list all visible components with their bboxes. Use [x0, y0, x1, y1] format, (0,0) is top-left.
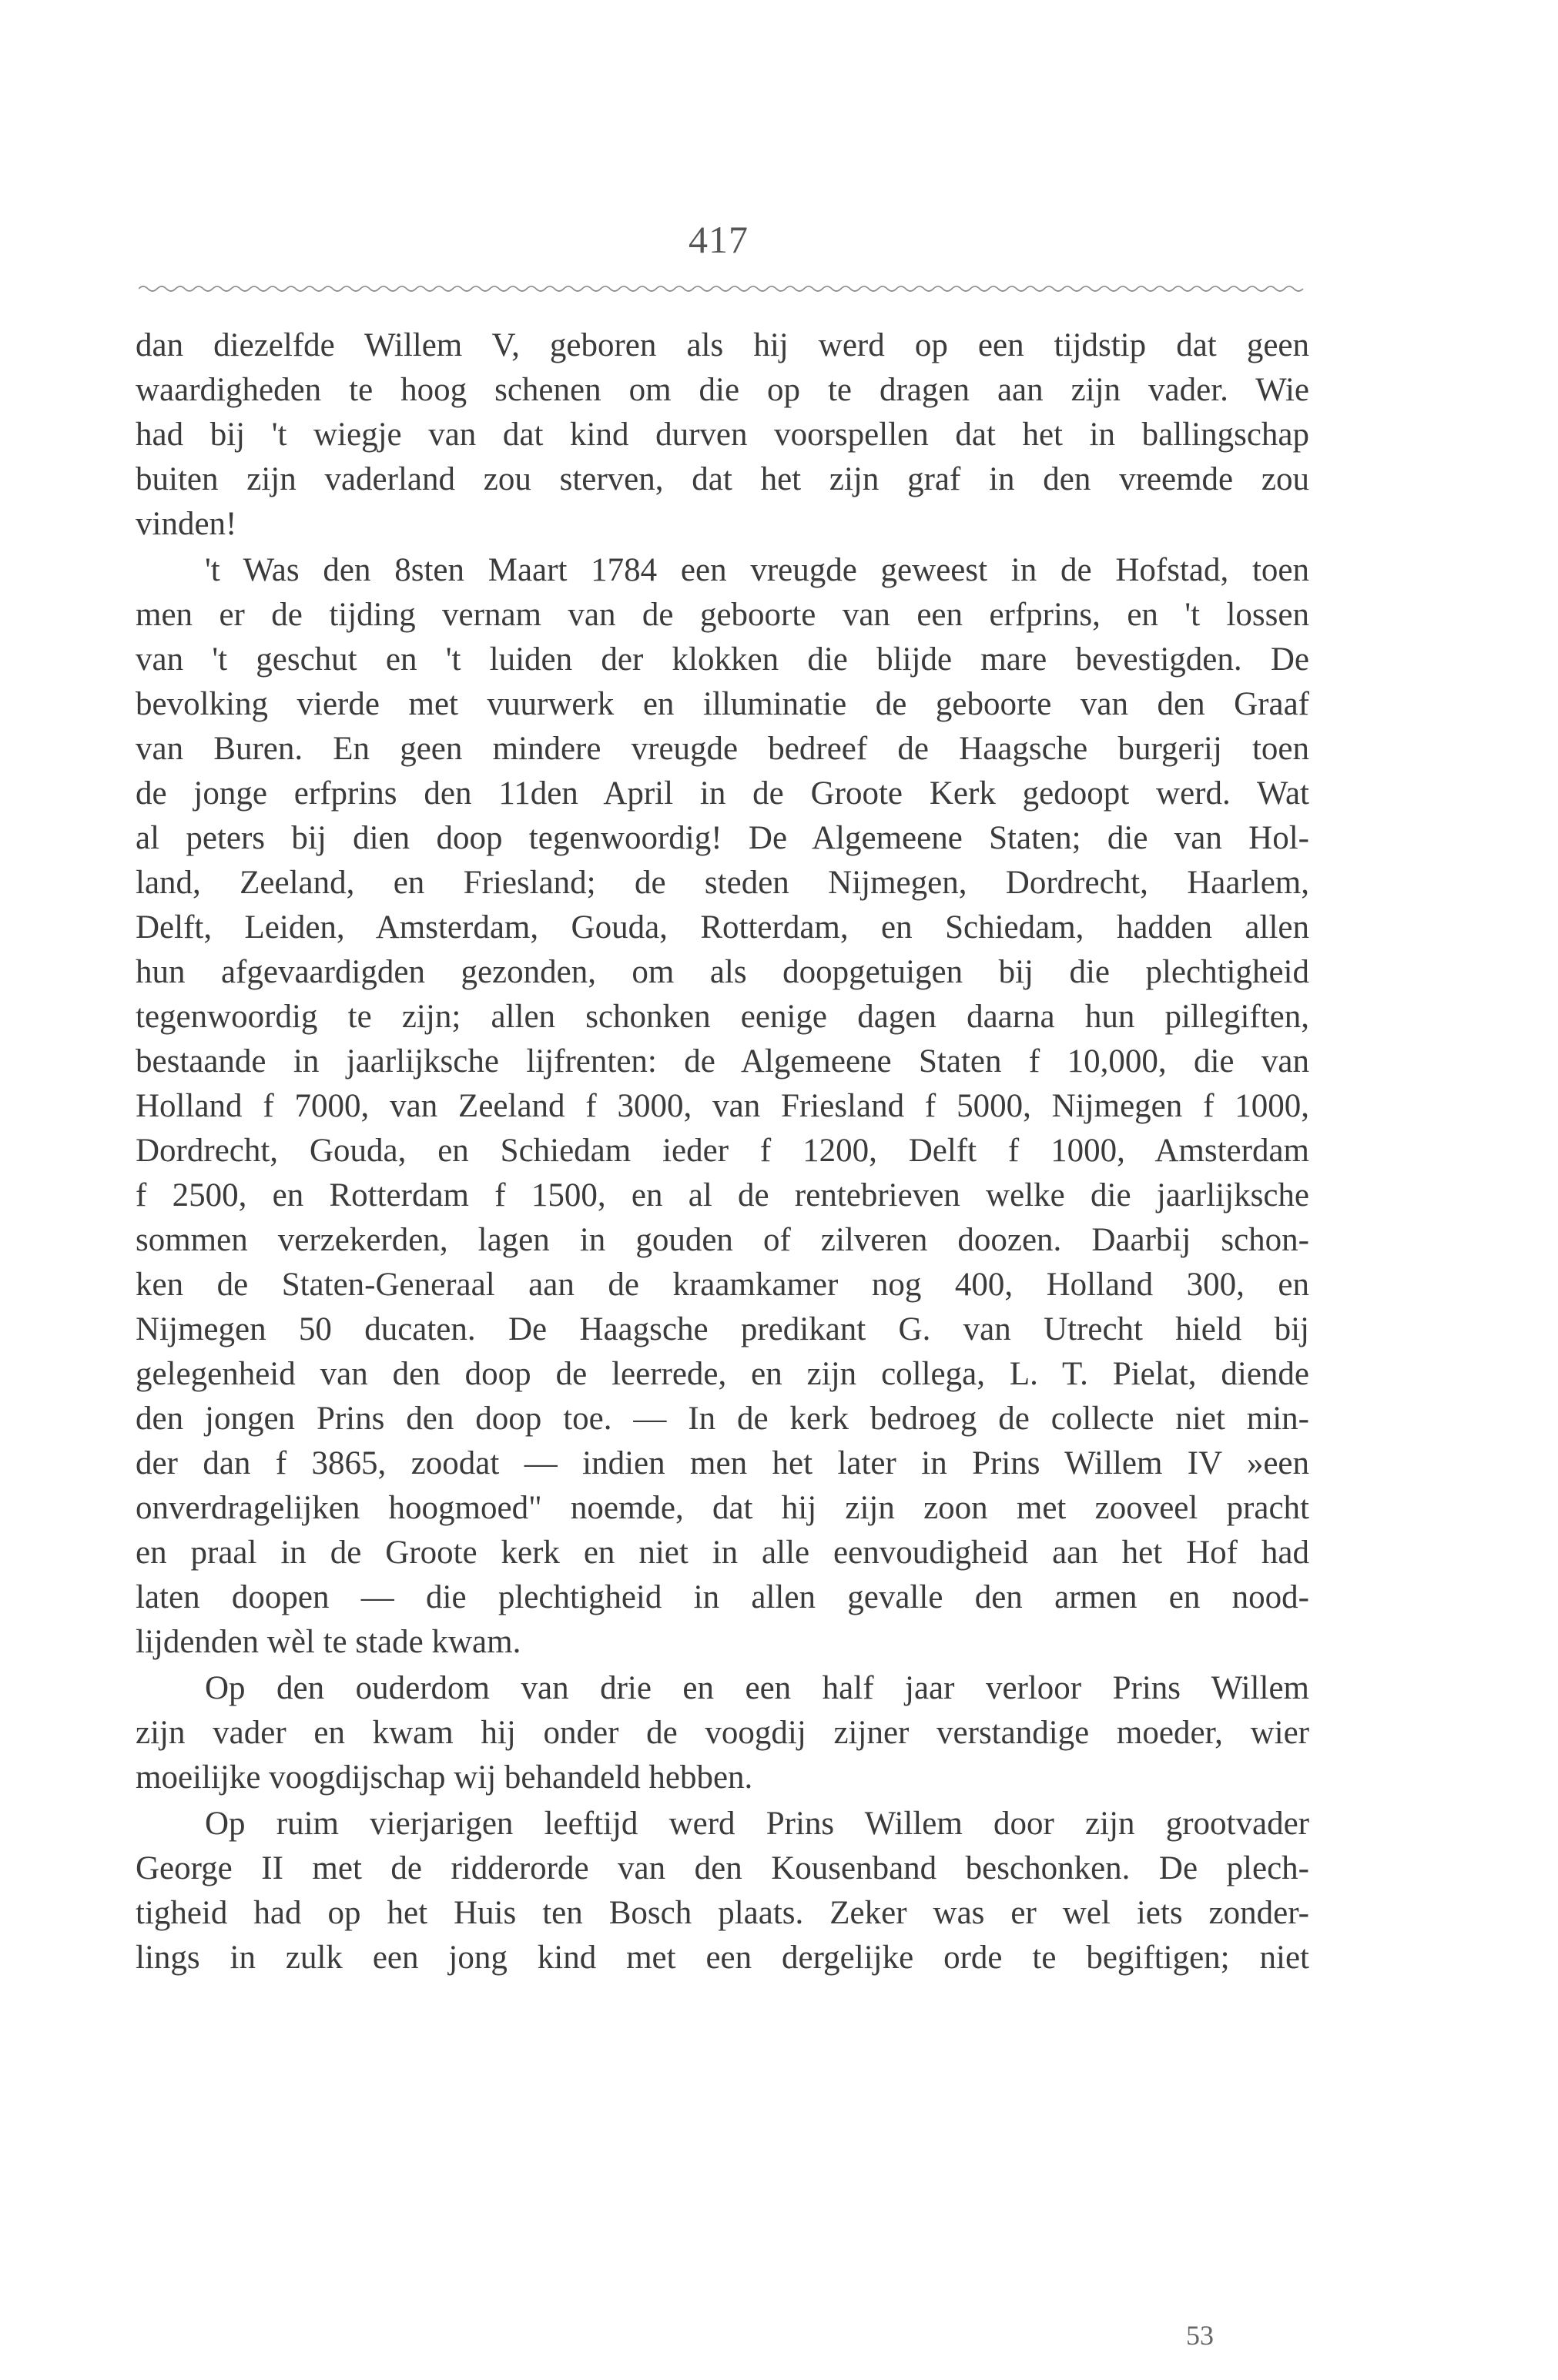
text-line: Holland f 7000, van Zeeland f 3000, van Friesland f 5000, Nijmegen f 1000,: [136, 1088, 1309, 1124]
text-line: laten doopen — die plechtigheid in allen gevalle den armen en nood-: [136, 1579, 1309, 1615]
page-number: 417: [689, 218, 749, 261]
text-line: Dordrecht, Gouda, en Schiedam ieder f 1200, Delft f 1000, Amsterdam: [136, 1133, 1309, 1169]
text-line: Nijmegen 50 ducaten. De Haagsche predikant G. van Utrecht hield bij: [136, 1311, 1309, 1347]
text-line: George II met de ridderorde van den Kousenband beschonken. De plech-: [136, 1850, 1309, 1886]
paragraph-1: [136, 323, 1309, 547]
text-line: al peters bij dien doop tegenwoordig! De Algemeene Staten; die van Hol-: [136, 820, 1309, 856]
text-line: den jongen Prins den doop toe. — In de kerk bedroeg de collecte niet min-: [136, 1401, 1309, 1437]
text-line: van 't geschut en 't luiden der klokken die blijde mare bevestigden. De: [136, 641, 1309, 678]
text-line: Op ruim vierjarigen leeftijd werd Prins Willem door zijn grootvader: [205, 1806, 1309, 1842]
text-line: Op den ouderdom van drie en een half jaar verloor Prins Willem: [205, 1670, 1309, 1706]
body-text: [136, 323, 1309, 1980]
text-line: bevolking vierde met vuurwerk en illuminatie de geboorte van den Graaf: [136, 686, 1309, 722]
signature-mark: 53: [1186, 2320, 1214, 2351]
paragraph-4: [136, 1802, 1309, 1980]
paragraph-2: [136, 548, 1309, 1665]
text-line: zijn vader en kwam hij onder de voogdij zijner verstandige moeder, wier: [136, 1715, 1309, 1751]
text-line: vinden!: [136, 506, 237, 542]
text-line: f 2500, en Rotterdam f 1500, en al de rentebrieven welke die jaarlijksche: [136, 1177, 1309, 1213]
text-line: dan diezelfde Willem V, geboren als hij werd op een tijdstip dat geen: [136, 327, 1309, 363]
text-line: lijdenden wèl te stade kwam.: [136, 1624, 521, 1660]
paragraph-3: [136, 1666, 1309, 1800]
text-line: waardigheden te hoog schenen om die op te dragen aan zijn vader. Wie: [136, 372, 1309, 408]
text-line: had bij 't wiegje van dat kind durven voorspellen dat het in ballingschap: [136, 417, 1309, 453]
text-line: en praal in de Groote kerk en niet in alle eenvoudigheid aan het Hof had: [136, 1535, 1309, 1571]
text-line: lings in zulk een jong kind met een dergelijke orde te begiftigen; niet: [136, 1940, 1309, 1976]
text-line: ken de Staten-Generaal aan de kraamkamer nog 400, Holland 300, en: [136, 1267, 1309, 1303]
text-line: van Buren. En geen mindere vreugde bedreef de Haagsche burgerij toen: [136, 731, 1309, 767]
text-line: sommen verzekerden, lagen in gouden of zilveren doozen. Daarbij schon-: [136, 1222, 1309, 1258]
text-line: gelegenheid van den doop de leerrede, en zijn collega, L. T. Pielat, diende: [136, 1356, 1309, 1392]
text-line: bestaande in jaarlijksche lijfrenten: de Algemeene Staten f 10,000, die van: [136, 1043, 1309, 1080]
header-wavy-rule: [139, 282, 1306, 293]
text-line: buiten zijn vaderland zou sterven, dat het zijn graf in den vreemde zou: [136, 461, 1309, 497]
text-line: land, Zeeland, en Friesland; de steden Nijmegen, Dordrecht, Haarlem,: [136, 865, 1309, 901]
text-line: tigheid had op het Huis ten Bosch plaats. Zeker was er wel iets zonder-: [136, 1895, 1309, 1931]
text-line: 't Was den 8sten Maart 1784 een vreugde geweest in de Hofstad, toen: [205, 552, 1309, 588]
text-line: tegenwoordig te zijn; allen schonken eenige dagen daarna hun pillegiften,: [136, 999, 1309, 1035]
text-line: onverdragelijken hoogmoed" noemde, dat hij zijn zoon met zooveel pracht: [136, 1490, 1309, 1526]
text-line: men er de tijding vernam van de geboorte van een erfprins, en 't lossen: [136, 597, 1309, 633]
text-line: der dan f 3865, zoodat — indien men het later in Prins Willem IV »een: [136, 1445, 1309, 1481]
text-line: Delft, Leiden, Amsterdam, Gouda, Rotterdam, en Schiedam, hadden allen: [136, 909, 1309, 946]
text-line: hun afgevaardigden gezonden, om als doopgetuigen bij die plechtigheid: [136, 954, 1309, 990]
text-line: de jonge erfprins den 11den April in de Groote Kerk gedoopt werd. Wat: [136, 775, 1309, 812]
text-line: moeilijke voogdijschap wij behandeld hebben.: [136, 1759, 753, 1796]
